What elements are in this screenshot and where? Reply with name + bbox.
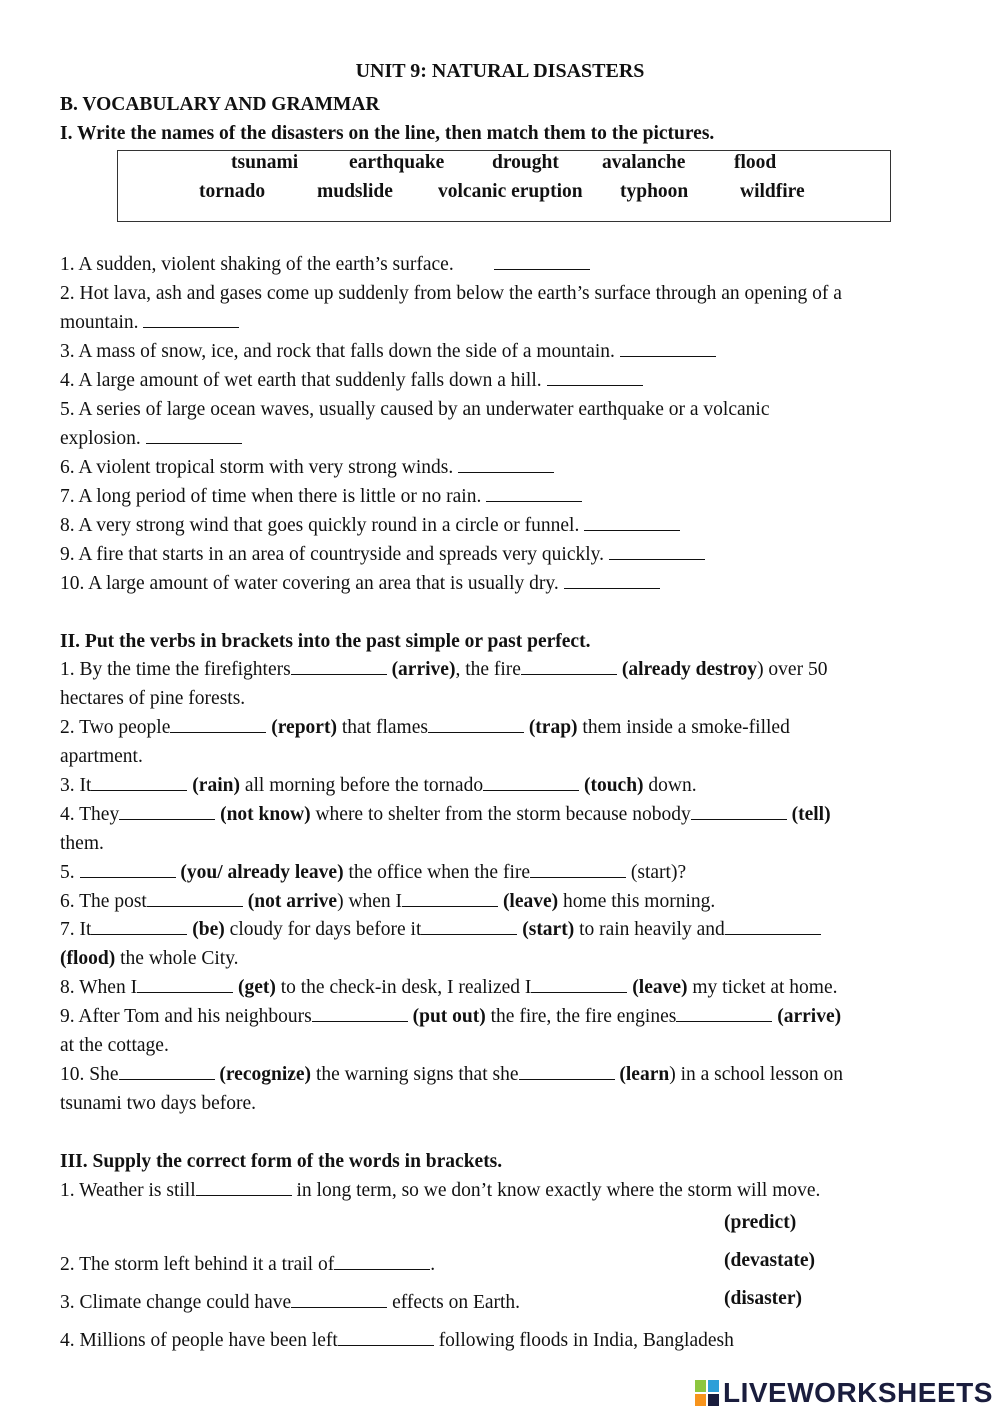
answer-blank[interactable]	[143, 310, 239, 328]
question-2-7-cont: (flood) the whole City.	[60, 948, 239, 969]
part3-heading: III. Supply the correct form of the words in brackets.	[60, 1151, 503, 1172]
answer-blank[interactable]	[486, 484, 582, 502]
word-option: volcanic eruption	[438, 181, 583, 202]
answer-blank[interactable]	[609, 542, 705, 560]
section-heading: B. VOCABULARY AND GRAMMAR	[60, 94, 380, 115]
answer-blank[interactable]	[80, 860, 176, 878]
question-1-2-cont: mountain.	[60, 308, 239, 337]
word-option: flood	[734, 152, 777, 173]
word-option: tsunami	[231, 152, 299, 173]
logo-square-icon	[708, 1394, 719, 1406]
answer-blank[interactable]	[584, 513, 680, 531]
answer-blank[interactable]	[458, 455, 554, 473]
answer-blank[interactable]	[676, 1004, 772, 1022]
question-3-4: 4. Millions of people have been left following floods in India, Bangladesh	[60, 1330, 734, 1351]
answer-blank[interactable]	[338, 1328, 434, 1346]
word-option: wildfire	[740, 181, 805, 202]
answer-blank[interactable]	[494, 252, 590, 270]
question-1-3: 3. A mass of snow, ice, and rock that falls down the side of a mountain.	[60, 337, 716, 366]
question-3-3: 3. Climate change could have effects on Earth.	[60, 1292, 521, 1313]
answer-blank[interactable]	[620, 339, 716, 357]
word-box	[117, 150, 891, 222]
answer-blank[interactable]	[334, 1252, 430, 1270]
question-2-5: 5. (you/ already leave) the office when the fire (start)?	[60, 862, 687, 883]
question-2-10: 10. She (recognize) the warning signs that she (learn) in a school lesson on	[60, 1064, 844, 1085]
answer-blank[interactable]	[170, 715, 266, 733]
question-1-10: 10. A large amount of water covering an area that is usually dry.	[60, 569, 660, 598]
question-1-5: 5. A series of large ocean waves, usually caused by an underwater earthquake or a volcanic	[60, 399, 770, 420]
question-1-7: 7. A long period of time when there is little or no rain.	[60, 482, 582, 511]
question-2-8: 8. When I (get) to the check-in desk, I realized I (leave) my ticket at home.	[60, 977, 838, 998]
part1-heading: I. Write the names of the disasters on the line, then match them to the pictures.	[60, 123, 715, 144]
question-1-2: 2. Hot lava, ash and gases come up suddenly from below the earth’s surface through an opening of a	[60, 283, 842, 304]
question-1-6: 6. A violent tropical storm with very strong winds.	[60, 453, 554, 482]
answer-blank[interactable]	[137, 975, 233, 993]
question-2-6: 6. The post (not arrive) when I (leave) home this morning.	[60, 891, 716, 912]
word-option: typhoon	[620, 181, 689, 202]
question-2-2: 2. Two people (report) that flames (trap) them inside a smoke-filled	[60, 717, 790, 738]
question-3-2: 2. The storm left behind it a trail of .	[60, 1254, 436, 1275]
answer-blank[interactable]	[531, 975, 627, 993]
logo-square-icon	[708, 1380, 719, 1392]
answer-blank[interactable]	[119, 802, 215, 820]
question-2-4-cont: them.	[60, 833, 104, 854]
answer-blank[interactable]	[547, 368, 643, 386]
answer-blank[interactable]	[146, 426, 242, 444]
answer-blank[interactable]	[147, 889, 243, 907]
answer-blank[interactable]	[312, 1004, 408, 1022]
answer-blank[interactable]	[725, 917, 821, 935]
question-1-9: 9. A fire that starts in an area of countryside and spreads very quickly.	[60, 540, 705, 569]
word-option: mudslide	[317, 181, 393, 202]
word-hint: (disaster)	[724, 1288, 802, 1309]
question-2-10-cont: tsunami two days before.	[60, 1093, 257, 1114]
answer-blank[interactable]	[91, 773, 187, 791]
question-1-4: 4. A large amount of wet earth that suddenly falls down a hill.	[60, 366, 643, 395]
part2-heading: II. Put the verbs in brackets into the past simple or past perfect.	[60, 631, 591, 652]
liveworksheets-logo	[695, 1377, 993, 1409]
word-option: avalanche	[602, 152, 686, 173]
answer-blank[interactable]	[521, 657, 617, 675]
logo-icon	[695, 1380, 719, 1406]
question-2-4: 4. They (not know) where to shelter from the storm because nobody (tell)	[60, 804, 831, 825]
question-2-1: 1. By the time the firefighters (arrive), the fire (already destroy) over 50	[60, 659, 828, 680]
answer-blank[interactable]	[291, 657, 387, 675]
word-option: tornado	[199, 181, 266, 202]
question-2-2-cont: apartment.	[60, 746, 143, 767]
question-3-1: 1. Weather is still in long term, so we don’t know exactly where the storm will move.	[60, 1180, 821, 1201]
question-2-9-cont: at the cottage.	[60, 1035, 169, 1056]
answer-blank[interactable]	[428, 715, 524, 733]
question-1-1: 1. A sudden, violent shaking of the earth’s surface.	[60, 250, 590, 279]
question-2-9: 9. After Tom and his neighbours (put out) the fire, the fire engines (arrive)	[60, 1006, 842, 1027]
logo-square-icon	[695, 1394, 706, 1406]
answer-blank[interactable]	[291, 1290, 387, 1308]
answer-blank[interactable]	[421, 917, 517, 935]
question-2-1-cont: hectares of pine forests.	[60, 688, 246, 709]
logo-text: LIVEWORKSHEETS	[723, 1377, 993, 1408]
logo-square-icon	[695, 1380, 706, 1392]
answer-blank[interactable]	[483, 773, 579, 791]
question-2-7: 7. It (be) cloudy for days before it (start) to rain heavily and	[60, 915, 821, 944]
answer-blank[interactable]	[402, 889, 498, 907]
answer-blank[interactable]	[564, 571, 660, 589]
question-1-8: 8. A very strong wind that goes quickly round in a circle or funnel.	[60, 511, 680, 540]
answer-blank[interactable]	[196, 1178, 292, 1196]
word-hint: (devastate)	[724, 1250, 815, 1271]
worksheet-title: UNIT 9: NATURAL DISASTERS	[355, 60, 645, 82]
word-hint: (predict)	[724, 1212, 797, 1233]
question-1-5-cont: explosion.	[60, 424, 242, 453]
answer-blank[interactable]	[691, 802, 787, 820]
answer-blank[interactable]	[519, 1062, 615, 1080]
answer-blank[interactable]	[530, 860, 626, 878]
question-2-3: 3. It (rain) all morning before the tornado (touch) down.	[60, 775, 697, 796]
answer-blank[interactable]	[119, 1062, 215, 1080]
answer-blank[interactable]	[91, 917, 187, 935]
word-option: drought	[492, 152, 559, 173]
word-option: earthquake	[349, 152, 445, 173]
